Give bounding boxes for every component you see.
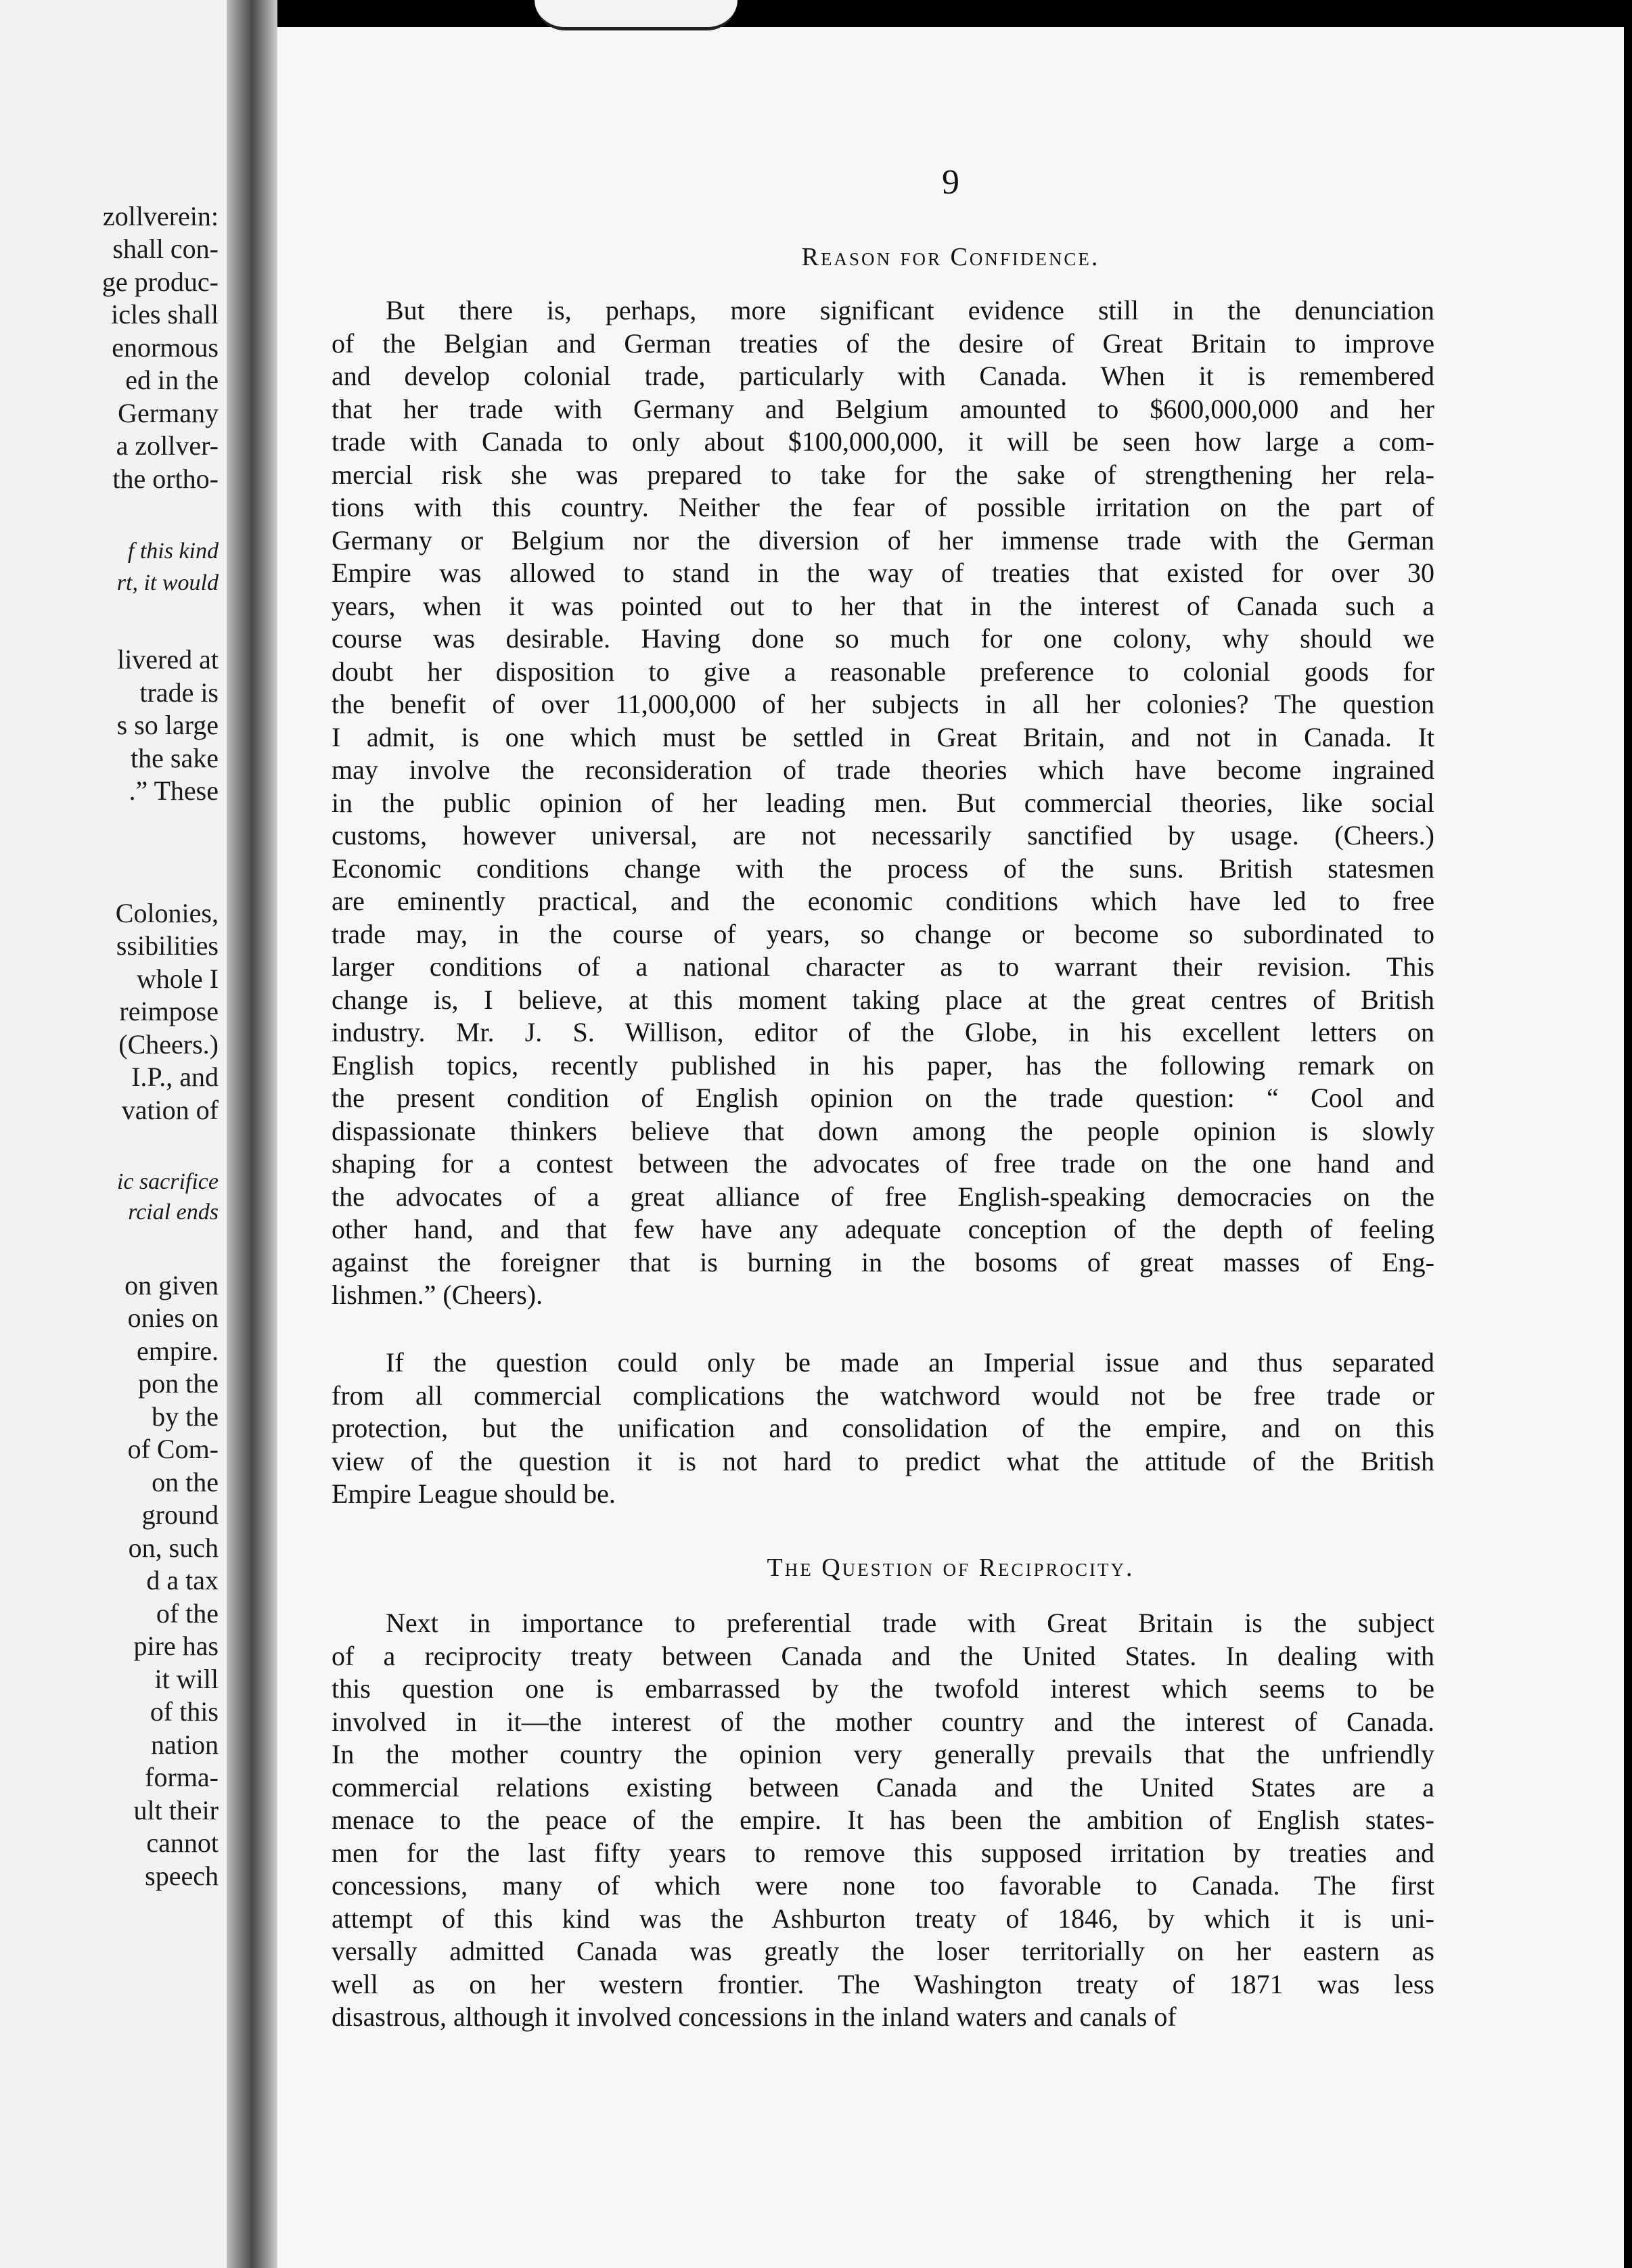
left-page-fragment: on, such <box>128 1533 219 1563</box>
reason-p2-line: If the question could only be made an Imperial issue and thus separated <box>386 1347 1434 1378</box>
reason-p2-line: from all commercial complications the watchword would not be free trade or <box>332 1380 1434 1411</box>
paragraph-question-of-reciprocity-1 <box>332 1607 1434 2034</box>
reason-p1-line: shaping for a contest between the advocates of free trade on the one hand and <box>332 1148 1434 1179</box>
left-page-fragment: by the <box>152 1401 219 1432</box>
reciprocity-p1-line: concessions, many of which were none too favorable to Canada. The first <box>332 1870 1434 1901</box>
reason-p1-line: change is, I believe, at this moment taking place at the great centres of British <box>332 984 1434 1015</box>
left-page-fragment: forma- <box>145 1762 219 1792</box>
reason-p1-line: are eminently practical, and the economic conditions which have led to free <box>332 886 1434 916</box>
left-page-fragment: the sake <box>131 743 219 773</box>
reciprocity-p1-line: of a reciprocity treaty between Canada and the United States. In dealing with <box>332 1640 1434 1671</box>
book-gutter <box>227 0 277 2268</box>
reason-p1-line: trade may, in the course of years, so change or become so subordinated to <box>332 918 1434 949</box>
reason-p1-line: in the public opinion of her leading men. But commercial theories, like social <box>332 787 1434 818</box>
paragraph-reason-for-confidence-2 <box>332 1346 1434 1511</box>
left-page-fragment: Colonies, <box>115 898 219 928</box>
left-page-fragment: livered at <box>117 644 219 675</box>
left-page-fragment: cannot <box>146 1828 219 1858</box>
page-number: 9 <box>942 163 959 202</box>
left-page-fragment: ult their <box>133 1795 219 1825</box>
left-page-fragment: on given <box>124 1270 219 1300</box>
reason-p1-line: lishmen.” (Cheers). <box>332 1279 543 1310</box>
left-page-fragment: of Com- <box>127 1434 219 1464</box>
left-page-fragment: speech <box>145 1861 219 1891</box>
left-page-fragment: vation of <box>121 1095 219 1125</box>
reason-p1-line: industry. Mr. J. S. Willison, editor of the Globe, in his excellent letters on <box>332 1017 1434 1047</box>
reciprocity-p1-line: commercial relations existing between Canada and the United States are a <box>332 1771 1434 1802</box>
reason-p1-line: tions with this country. Neither the fear of possible irritation on the part of <box>332 492 1434 522</box>
reciprocity-p1-line: attempt of this kind was the Ashburton treaty of 1846, by which it is uni- <box>332 1903 1434 1934</box>
left-page-fragment: (Cheers.) <box>118 1029 219 1060</box>
reason-p1-line: the present condition of English opinion on the trade question: “ Cool and <box>332 1083 1434 1113</box>
left-page-fragment: a zollver- <box>116 430 219 461</box>
reason-p1-line: doubt her disposition to give a reasonable preference to colonial goods for <box>332 656 1434 687</box>
left-page-fragment: zollverein: <box>102 201 219 231</box>
left-page-fragment: whole I <box>136 963 219 994</box>
left-page-fragment: ge produc- <box>101 267 219 297</box>
reciprocity-p1-line: involved in it—the interest of the mother country and the interest of Canada. <box>332 1706 1434 1737</box>
left-page-fragment: it will <box>154 1664 219 1694</box>
paragraph-reason-for-confidence-1 <box>332 294 1434 1312</box>
left-page-fragment: rt, it would <box>116 570 219 595</box>
reason-p1-line: against the foreigner that is burning in the bosoms of great masses of Eng- <box>332 1246 1434 1277</box>
left-page-fragment: reimpose <box>119 996 219 1026</box>
reason-p1-line: English topics, recently published in his paper, has the following remark on <box>332 1049 1434 1081</box>
left-page-fragment: on the <box>152 1467 219 1497</box>
left-page-fragment: of the <box>156 1598 219 1629</box>
left-page-fragment: enormous <box>112 332 219 363</box>
reason-p1-line: of the Belgian and German treaties of the desire of Great Britain to improve <box>332 327 1434 359</box>
reason-p1-line: Germany or Belgium nor the diversion of her immense trade with the German <box>332 524 1434 555</box>
section-heading-reason-for-confidence: Reason for Confidence. <box>801 243 1100 271</box>
reason-p1-line: that her trade with Germany and Belgium amounted to $600,000,000 and her <box>332 393 1434 424</box>
right-page <box>277 27 1624 2268</box>
reciprocity-p1-line: men for the last fifty years to remove this supposed irritation by treaties and <box>332 1837 1434 1868</box>
left-page-fragment: Germany <box>118 398 219 428</box>
right-page-edge <box>1624 0 1632 2268</box>
left-page-fragment: I.P., and <box>131 1062 219 1092</box>
left-page-fragment: s so large <box>116 710 219 740</box>
left-page-fragment: onies on <box>127 1302 219 1333</box>
reason-p1-line: course was desirable. Having done so much for one colony, why should we <box>332 623 1434 654</box>
reason-p1-line: the advocates of a great alliance of free English-speaking democracies on the <box>332 1181 1434 1212</box>
left-page-fragment: ic sacrifice <box>116 1169 219 1194</box>
left-page-fragment: f this kind <box>127 539 219 564</box>
reciprocity-p1-line: disastrous, although it involved concessions in the inland waters and canals of <box>332 2001 1177 2032</box>
left-page <box>0 0 227 2268</box>
reciprocity-p1-line: versally admitted Canada was greatly the loser territorially on her eastern as <box>332 1936 1434 1966</box>
reason-p2-line: view of the question it is not hard to predict what the attitude of the British <box>332 1445 1434 1476</box>
reason-p1-line: Economic conditions change with the process of the suns. British statesmen <box>332 853 1434 884</box>
left-page-fragment: shall con- <box>112 233 219 264</box>
left-page-fragment: pire has <box>133 1631 219 1661</box>
left-page-fragment: trade is <box>139 677 219 708</box>
reciprocity-p1-line: menace to the peace of the empire. It has been the ambition of English states- <box>332 1805 1434 1835</box>
left-page-fragment: rcial ends <box>128 1200 219 1225</box>
reason-p1-line: customs, however universal, are not necessarily sanctified by usage. (Cheers.) <box>332 820 1434 850</box>
reason-p1-line: I admit, is one which must be settled in Great Britain, and not in Canada. It <box>332 721 1434 752</box>
left-page-fragment: the ortho- <box>112 463 219 494</box>
left-page-fragment: icles shall <box>111 299 219 330</box>
reciprocity-p1-line: In the mother country the opinion very generally prevails that the unfriendly <box>332 1739 1434 1769</box>
left-page-fragment: ground <box>141 1499 219 1530</box>
reason-p2-line: Empire League should be. <box>332 1478 616 1509</box>
left-page-fragment: nation <box>151 1729 219 1760</box>
left-page-fragment: ed in the <box>125 365 219 395</box>
left-page-fragment: of this <box>150 1696 219 1727</box>
reason-p2-line: protection, but the unification and consolidation of the empire, and on this <box>332 1413 1434 1443</box>
reason-p1-line: But there is, perhaps, more significant evidence still in the denunciation <box>386 295 1434 325</box>
reason-p1-line: trade with Canada to only about $100,000,000, it will be seen how large a com- <box>332 426 1434 457</box>
reason-p1-line: may involve the reconsideration of trade theories which have become ingrained <box>332 754 1434 785</box>
reason-p1-line: years, when it was pointed out to her that in the interest of Canada such a <box>332 590 1434 621</box>
left-page-fragment: empire. <box>136 1336 219 1366</box>
top-binding-mark <box>535 0 738 30</box>
reciprocity-p1-line: well as on her western frontier. The Washington treaty of 1871 was less <box>332 1968 1434 1999</box>
reciprocity-p1-line: Next in importance to preferential trade with Great Britain is the subject <box>386 1608 1434 1638</box>
reason-p1-line: Empire was allowed to stand in the way of treaties that existed for over 30 <box>332 558 1434 588</box>
left-page-fragment: pon the <box>138 1368 219 1399</box>
reason-p1-line: the benefit of over 11,000,000 of her subjects in all her colonies? The question <box>332 689 1434 719</box>
left-page-fragment: d a tax <box>146 1565 219 1595</box>
reason-p1-line: mercial risk she was prepared to take for the sake of strengthening her rela- <box>332 459 1434 490</box>
reason-p1-line: other hand, and that few have any adequate conception of the depth of feeling <box>332 1214 1434 1244</box>
reason-p1-line: and develop colonial trade, particularly with Canada. When it is remembered <box>332 361 1434 391</box>
left-page-fragment: ssibilities <box>116 930 219 961</box>
reciprocity-p1-line: this question one is embarrassed by the twofold interest which seems to be <box>332 1673 1434 1704</box>
section-heading-question-of-reciprocity: The Question of Reciprocity. <box>767 1553 1135 1582</box>
reason-p1-line: dispassionate thinkers believe that down among the people opinion is slowly <box>332 1115 1434 1146</box>
reason-p1-line: larger conditions of a national character as to warrant their revision. This <box>332 951 1434 982</box>
left-page-fragment: .” These <box>129 775 219 806</box>
